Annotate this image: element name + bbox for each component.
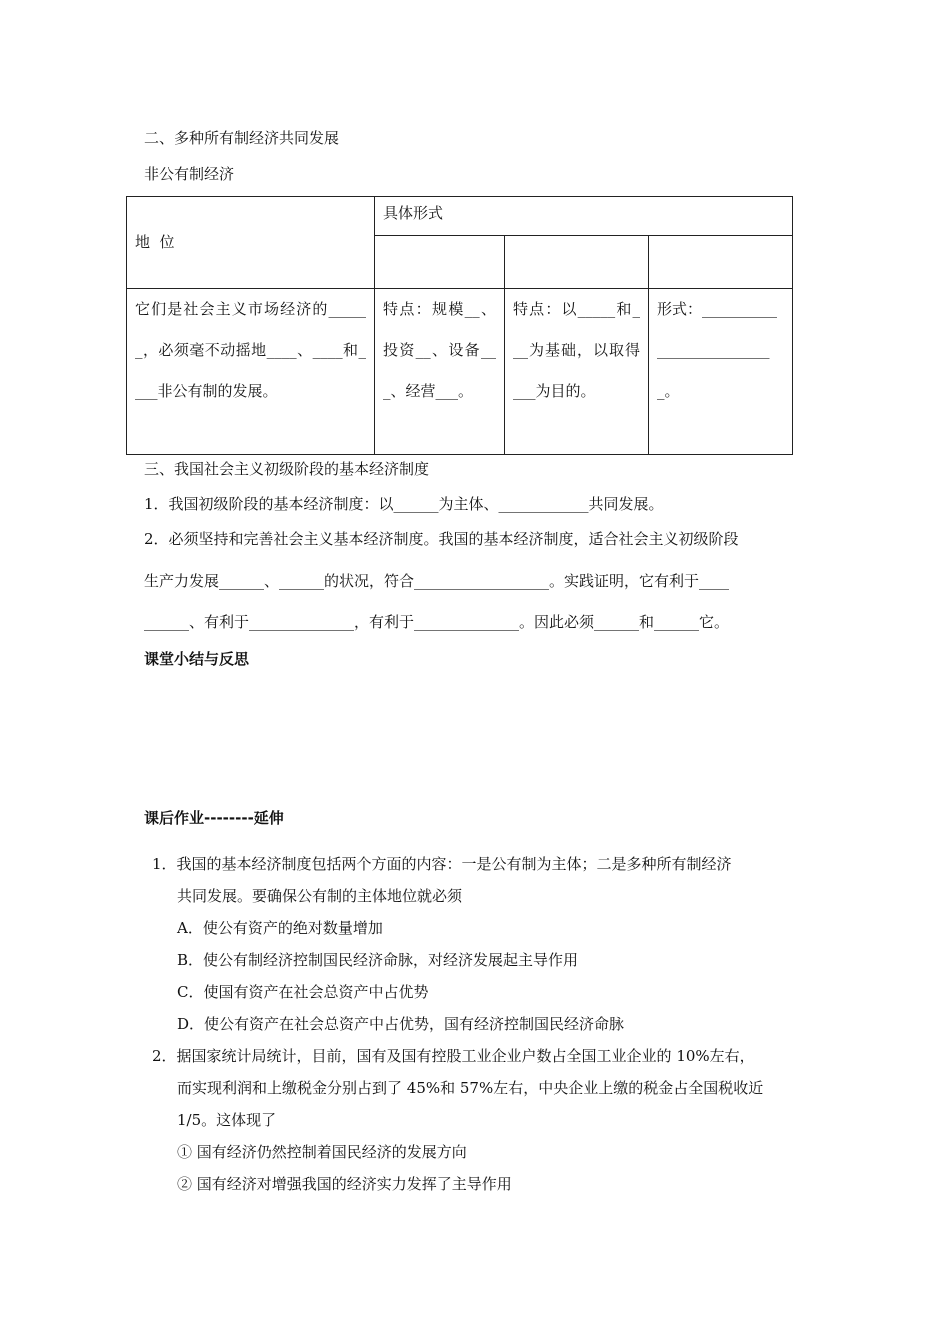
status-text-cell <box>127 289 375 455</box>
q2-statement-1: ① 国有经济仍然控制着国民经济的发展方向 <box>177 1143 467 1161</box>
q2-statement-2: ② 国有经济对增强我国的经济实力发挥了主导作用 <box>177 1175 512 1193</box>
form1-text: 特点：规模__、投资__、设备___、经营___。 <box>383 300 496 400</box>
non-public-economy-table <box>126 196 793 455</box>
q1-line1: 1．我国的基本经济制度包括两个方面的内容：一是公有制为主体；二是多种所有制经济 <box>152 855 732 873</box>
form-blank-1 <box>375 236 505 289</box>
summary-heading: 课堂小结与反思 <box>144 650 250 668</box>
q1-option-c: C．使国有资产在社会总资产中占优势 <box>177 983 429 1001</box>
form3-cell <box>649 289 793 455</box>
status-header-cell <box>127 197 375 289</box>
q2-line3: 1/5。这体现了 <box>177 1111 277 1129</box>
section3-item1: 1．我国初级阶段的基本经济制度：以______为主体、____________共同发展。 <box>144 495 664 513</box>
form1-cell <box>375 289 505 455</box>
section2-heading: 二、多种所有制经济共同发展 <box>144 129 340 147</box>
q1-line2: 共同发展。要确保公有制的主体地位就必须 <box>177 887 463 905</box>
form-blank-2 <box>505 236 649 289</box>
homework-heading: 课后作业--------延伸 <box>144 809 284 827</box>
status-header: 地 位 <box>135 233 175 251</box>
q1-option-d: D．使公有资产在社会总资产中占优势，国有经济控制国民经济命脉 <box>177 1015 625 1033</box>
section3-item2-line1: 2．必须坚持和完善社会主义基本经济制度。我国的基本经济制度，适合社会主义初级阶段 <box>144 530 739 548</box>
section3-heading: 三、我国社会主义初级阶段的基本经济制度 <box>144 460 430 478</box>
q1-option-b: B．使公有制经济控制国民经济命脉，对经济发展起主导作用 <box>177 951 579 969</box>
form3-text: 形式：__________________________。 <box>657 300 778 400</box>
form-blank-3 <box>649 236 793 289</box>
forms-header: 具体形式 <box>383 204 444 222</box>
q1-option-a: A．使公有资产的绝对数量增加 <box>177 919 383 937</box>
section3-item2-line3: ______、有利于______________，有利于______________。因此必须______和______它。 <box>144 613 730 631</box>
form2-text: 特点：以_____和___为基础，以取得___为目的。 <box>513 300 640 400</box>
section2-subheading: 非公有制经济 <box>144 165 235 183</box>
q2-line1: 2．据国家统计局统计，目前，国有及国有控股工业企业户数占全国工业企业的 10%左右， <box>152 1047 755 1065</box>
form2-cell <box>505 289 649 455</box>
section3-item2-line2: 生产力发展______、______的状况，符合__________________。实践证明，它有利于____ <box>144 572 730 590</box>
forms-header-cell <box>375 197 793 236</box>
q2-line2: 而实现利润和上缴税金分别占到了 45%和 57%左右，中央企业上缴的税金占全国税收近 <box>177 1079 764 1097</box>
status-text: 它们是社会主义市场经济的______，必须毫不动摇地____、____和____非公有制的发展。 <box>135 300 366 400</box>
